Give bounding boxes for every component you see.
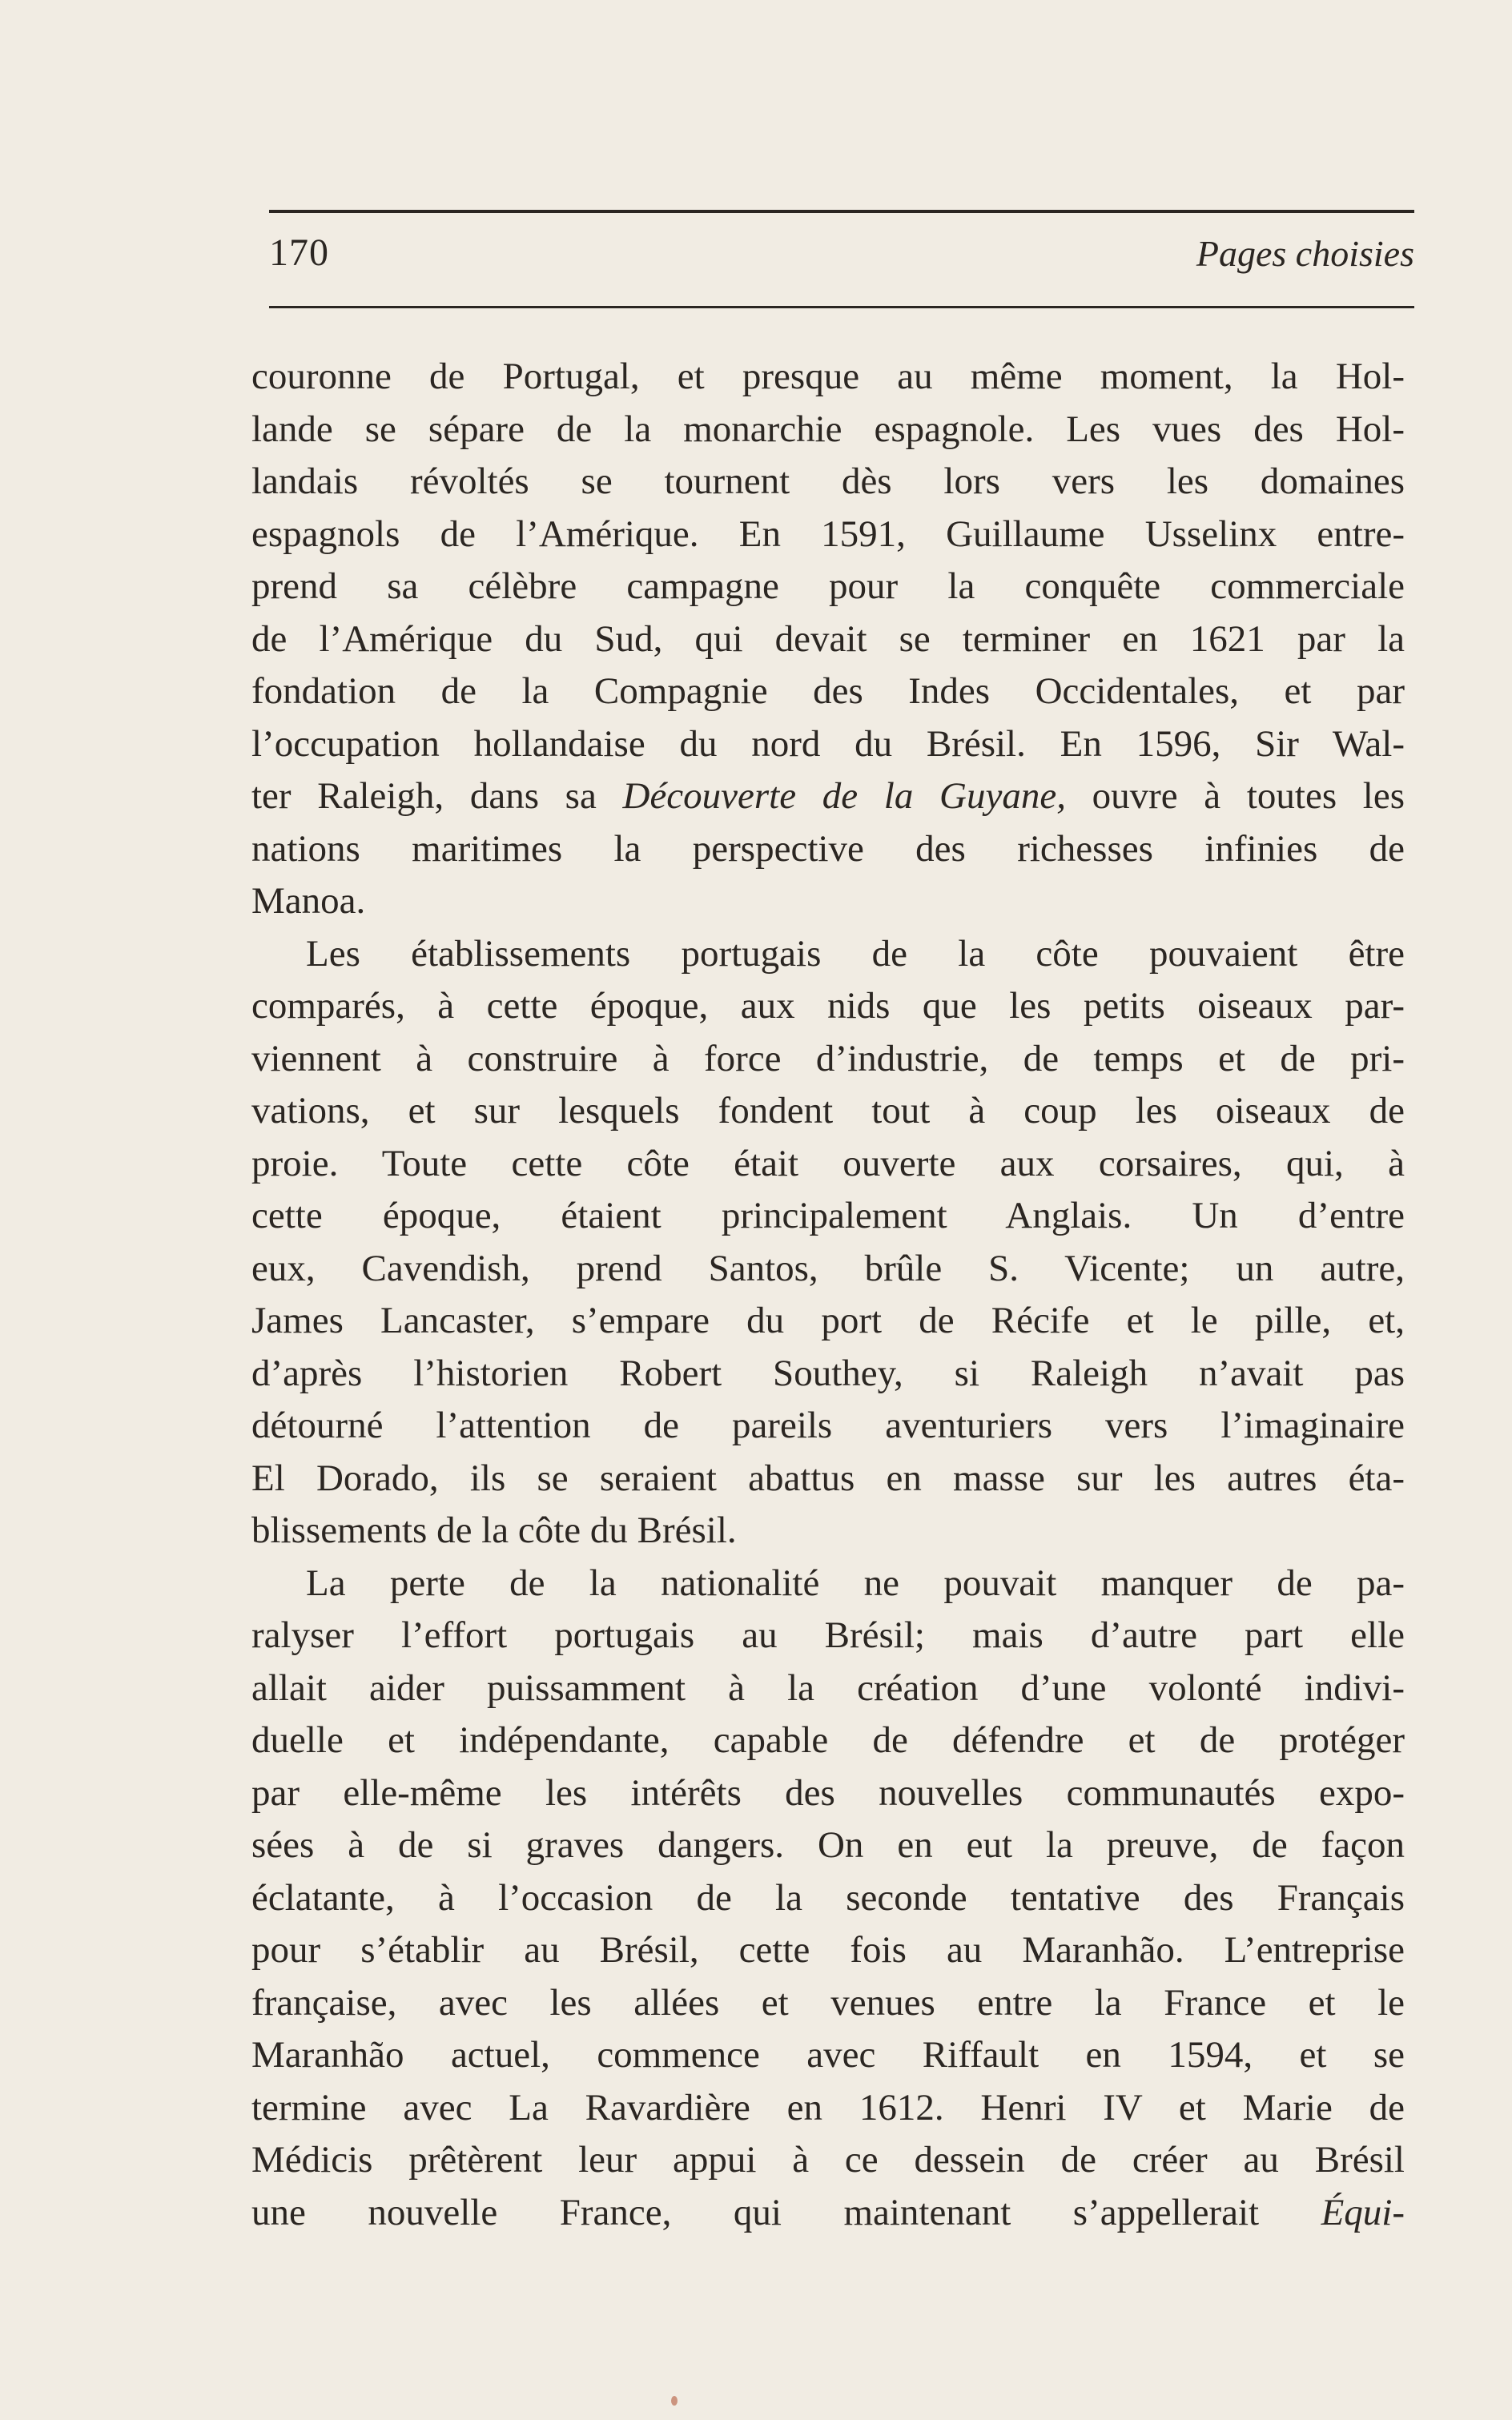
text-line [251,770,1405,823]
text-segment: espagnols de l’Amérique. En 1591, Guillaume Usselinx entre- [251,513,1405,555]
text-line [251,1505,1405,1558]
text-segment: ouvre à toutes les [1065,775,1405,817]
text-line [251,928,1405,981]
text-segment: l’occupation hollandaise du nord du Brésil. En 1596, Sir Wal- [251,722,1405,765]
text-segment: couronne de Portugal, et presque au même moment, la Hol- [251,356,1405,397]
body-text [251,351,1405,2239]
text-line [251,613,1405,666]
text-segment: proie. Toute cette côte était ouverte aux corsaires, qui, à [251,1142,1405,1184]
text-line [251,509,1405,561]
text-line [251,1767,1405,1820]
text-segment: une nouvelle France, qui maintenant s’appellerait [251,2191,1321,2233]
text-segment: vations, et sur lesquels fondent tout à coup les oiseaux de [251,1090,1405,1132]
text-line [251,665,1405,718]
text-segment: d’après l’historien Robert Southey, si Raleigh n’avait pas [251,1352,1405,1394]
paper-speck [671,2396,678,2406]
text-line [251,980,1405,1033]
text-line [251,561,1405,613]
text-line [251,875,1405,928]
text-segment: par elle-même les intérêts des nouvelles communautés expo- [251,1771,1405,1814]
text-line [251,823,1405,876]
header-rule-top [269,210,1414,213]
text-line [251,1610,1405,1662]
text-segment: pour s’établir au Brésil, cette fois au Maranhão. L’entreprise [251,1929,1405,1971]
text-line [251,1453,1405,1505]
text-segment: Manoa. [251,880,366,922]
text-segment: viennent à construire à force d’industrie, de temps et de pri- [251,1037,1405,1079]
text-segment: nations maritimes la perspective des richesses infinies de [251,827,1405,870]
text-line [251,2187,1405,2240]
page-number: 170 [269,231,329,274]
text-segment: El Dorado, ils se seraient abattus en masse sur les autres éta- [251,1457,1405,1499]
running-title: Pages choisies [1196,233,1414,274]
text-line [251,2029,1405,2082]
text-line [251,1872,1405,1925]
text-line [251,1715,1405,1767]
text-segment: sées à de si graves dangers. On en eut la preuve, de façon [251,1824,1405,1866]
text-line [251,1348,1405,1401]
text-segment: éclatante, à l’occasion de la seconde tentative des Français [251,1876,1405,1919]
text-segment: française, avec les allées et venues entre la France et le [251,1981,1405,2024]
text-segment: détourné l’attention de pareils aventuriers vers l’imaginaire [251,1405,1405,1446]
header-rule-bottom [269,306,1414,308]
text-segment: ter Raleigh, dans sa [251,775,623,817]
text-segment: landais révoltés se tournent dès lors vers les domaines [251,460,1405,502]
text-line [251,2134,1405,2187]
text-segment: prend sa célèbre campagne pour la conquête commerciale [251,565,1405,607]
text-line [251,2082,1405,2135]
text-line [251,404,1405,456]
text-line [251,1558,1405,1610]
text-segment: Médicis prêtèrent leur appui à ce dessein de créer au Brésil [251,2139,1405,2181]
text-segment: La perte de la nationalité ne pouvait manquer de pa- [306,1562,1405,1604]
text-line [251,1924,1405,1977]
text-segment: eux, Cavendish, prend Santos, brûle S. Vicente; un autre, [251,1247,1405,1289]
text-line [251,1400,1405,1453]
text-segment: ralyser l’effort portugais au Brésil; mais d’autre part elle [251,1614,1405,1656]
text-segment: James Lancaster, s’empare du port de Récife et le pille, et, [251,1300,1405,1341]
text-segment: lande se sépare de la monarchie espagnole. Les vues des Hol- [251,408,1405,450]
text-segment: cette époque, étaient principalement Anglais. Un d’entre [251,1195,1405,1236]
text-segment: blissements de la côte du Brésil. [251,1509,737,1551]
text-segment: allait aider puissamment à la création d’une volonté indivi- [251,1666,1405,1709]
text-segment: Maranhão actuel, commence avec Riffault en 1594, et se [251,2034,1405,2076]
text-segment: comparés, à cette époque, aux nids que les petits oiseaux par- [251,985,1405,1027]
text-line [251,1033,1405,1086]
text-line [251,456,1405,509]
italic-text: Découverte de la Guyane, [622,775,1066,817]
text-segment: Les établissements portugais de la côte pouvaient être [306,932,1405,975]
text-segment: fondation de la Compagnie des Indes Occidentales, et par [251,670,1405,712]
text-line [251,1243,1405,1296]
text-line [251,1662,1405,1715]
text-line [251,1085,1405,1138]
text-line [251,351,1405,404]
text-segment: de l’Amérique du Sud, qui devait se terminer en 1621 par la [251,617,1405,660]
text-line [251,718,1405,771]
text-line [251,1819,1405,1872]
text-line [251,1190,1405,1243]
text-segment: duelle et indépendante, capable de défendre et de protéger [251,1719,1405,1761]
text-segment: termine avec La Ravardière en 1612. Henri IV et Marie de [251,2086,1405,2129]
italic-text: Équi- [1321,2191,1405,2233]
text-line [251,1977,1405,2030]
text-line [251,1138,1405,1191]
running-header [269,224,1414,296]
text-line [251,1295,1405,1348]
